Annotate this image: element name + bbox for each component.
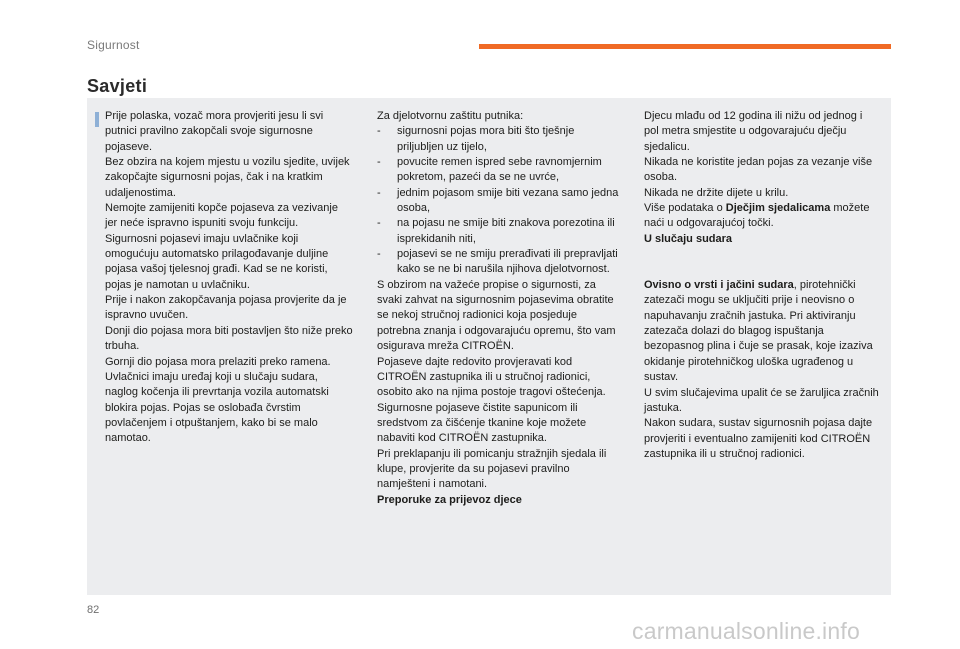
note-marker — [95, 112, 99, 127]
bold-reference: Dječjim sjedalicama — [725, 202, 831, 215]
column-1 — [105, 109, 353, 447]
cross-reference-heading — [377, 493, 623, 508]
paragraph: Bez obzira na kojem mjestu u vozilu sjedite, uvijek zakopčajte sigurnosni pojas, čak i na kratkim udaljenostima. — [105, 156, 350, 199]
paragraph: Uvlačnici imaju uređaj koji u slučaju sudara, naglog kočenja ili prevrtanja vozila automatski blokira pojas. Pojas se oslobađa čvrstim povlačenjem i otpuštanjem, kako bi se malo namotao. — [105, 370, 329, 445]
paragraph: S obzirom na važeće propise o sigurnosti, za svaki zahvat na sigurnosnim pojasevima obratite se nekoj stručnoj radionici koja posjeduje potrebna znanja i odgovarajuću opremu, što vam osigurava mreža CITROËN. — [377, 278, 616, 353]
paragraph: Djecu mlađu od 12 godina ili nižu od jednog i pol metra smjestite u odgovarajuću dječju sjedalicu. — [644, 110, 863, 153]
paragraph: Nikada ne držite dijete u krilu. — [644, 186, 789, 199]
list-item — [377, 186, 623, 217]
list-item — [377, 124, 623, 155]
list-item — [377, 155, 623, 186]
bullet-dash: - — [377, 248, 381, 261]
text-run: , pirotehnički zatezači mogu se uključiti prije i neovisno o napuhavanju zračnih jastuka. Pri aktiviranju zatezača dolazi do blagog ispuštanja bezopasnog plina i čuje se prasak, koje izaziva okidanje pirotehničkog uloška ugrađenog u sustav. — [644, 279, 873, 384]
paragraph: Donji dio pojasa mora biti postavljen što niže preko trbuha. — [105, 324, 353, 353]
paragraph: Nikada ne koristite jedan pojas za vezanje više osoba. — [644, 156, 873, 184]
page-title: Savjeti — [87, 76, 148, 96]
paragraph: Nakon sudara, sustav sigurnosnih pojasa dajte provjeriti i eventualno zamijeniti kod CITROËN zastupnika ili u stručnoj radionici. — [644, 417, 873, 460]
bullet-dash: - — [377, 186, 381, 199]
heading-text: U slučaju sudara — [644, 232, 733, 245]
section-label: Sigurnost — [87, 38, 140, 52]
bullet-dash: - — [377, 217, 381, 230]
text-run: Više podataka o — [644, 202, 726, 215]
paragraph: Sigurnosni pojasevi imaju uvlačnike koji omogućuju automatsko prilagođavanje duljine pojasa vašoj tjelesnoj građi. Kad se ne koristi, pojas je namotan u uvlačniku. — [105, 232, 329, 291]
text-run: možete naći u odgovarajućoj točki. — [644, 202, 870, 230]
cross-reference-heading — [644, 232, 880, 247]
bold-lead: Ovisno o vrsti i jačini sudara — [644, 279, 794, 292]
bullet-dash: - — [377, 156, 381, 169]
list-item-text: na pojasu ne smije biti znakova porezotina ili isprekidanih niti, — [397, 217, 615, 245]
paragraph: Sigurnosne pojaseve čistite sapunicom ili sredstvom za čišćenje tkanine koje možete nabaviti kod CITROËN zastupnika. — [377, 401, 587, 445]
paragraph — [644, 201, 880, 232]
paragraph: Pojaseve dajte redovito provjeravati kod CITROËN zastupnika ili u stručnoj radionici, osobito ako na njima postoje tragovi oštećenja. — [377, 355, 606, 399]
paragraph: Nemojte zamijeniti kopče pojaseva za vezivanje jer neće ispravno ispuniti svoju funkciju. — [105, 202, 338, 230]
list-item — [377, 247, 623, 278]
heading-text: Preporuke za prijevoz djece — [377, 493, 522, 506]
page-number: 82 — [87, 604, 100, 616]
column-3 — [644, 109, 880, 462]
paragraph: Pri preklapanju ili pomicanju stražnjih sjedala ili klupe, provjerite da su pojasevi pravilno namješteni i namotani. — [377, 447, 607, 491]
header-accent-bar — [479, 44, 891, 49]
list-item-text: sigurnosni pojas mora biti što tješnje priljubljen uz tijelo, — [397, 125, 575, 153]
list-item — [377, 216, 623, 247]
advice-panel — [87, 98, 891, 595]
list-item-text: pojasevi se ne smiju prerađivati ili prepravljati kako se ne bi narušila njihova djelotvornost. — [397, 248, 618, 276]
column-2 — [377, 109, 623, 508]
spacer — [644, 247, 880, 278]
watermark: carmanualsonline.info — [632, 618, 860, 644]
paragraph: Gornji dio pojasa mora prelaziti preko ramena. — [105, 355, 331, 368]
list-item-text: povucite remen ispred sebe ravnomjernim pokretom, pazeći da se ne uvrće, — [397, 156, 602, 184]
paragraph: U svim slučajevima upalit će se žaruljica zračnih jastuka. — [644, 386, 879, 414]
list-item-text: jednim pojasom smije biti vezana samo jedna osoba, — [397, 186, 619, 215]
paragraph: Za djelotvornu zaštitu putnika: — [377, 110, 524, 122]
bullet-dash: - — [377, 125, 381, 138]
paragraph: Prije i nakon zakopčavanja pojasa provjerite da je ispravno uvučen. — [105, 294, 347, 322]
paragraph — [644, 278, 880, 385]
paragraph: Prije polaska, vozač mora provjeriti jesu li svi putnici pravilno zakopčali svoje sigurnosne pojaseve. — [105, 110, 324, 153]
